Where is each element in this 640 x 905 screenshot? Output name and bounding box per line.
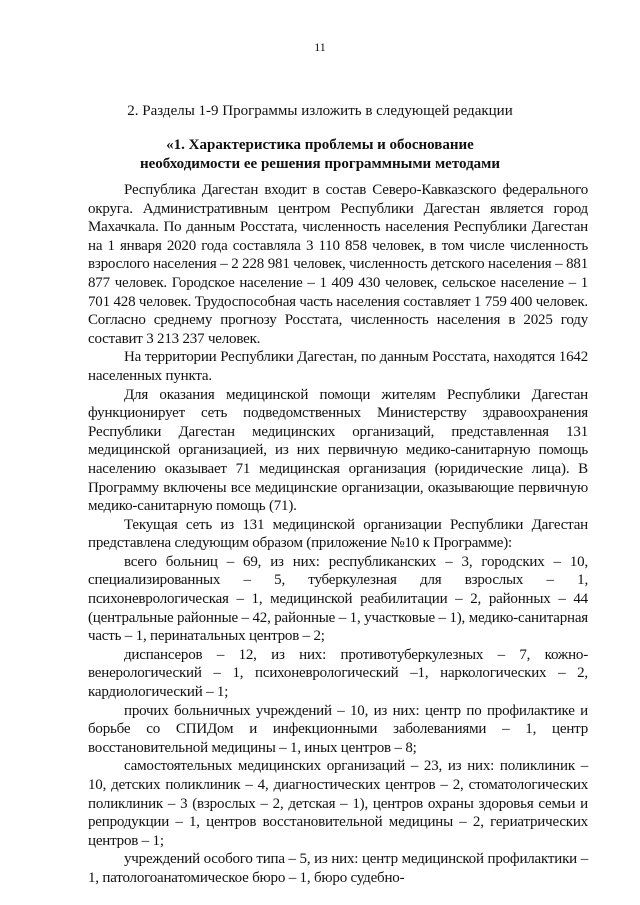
page-number: 11 — [314, 40, 326, 54]
paragraph-current-network: Текущая сеть из 131 медицинской организации Республики Дагестан представлена следующим образом (приложение №10 к Программе): — [88, 516, 588, 552]
section-heading — [0, 136, 640, 174]
list-item-independent-organizations: самостоятельных медицинских организаций – 23, из них: поликлиник – 10, детских поликлиник – 4, диагностических центров – 2, стоматологических поликлиник – 3 (взрослых – 2, детская – 1), центров охраны здоровья семьи и репродукции – 1, центров восстановительной медицины – 2, гериатрических центров – 1; — [88, 758, 588, 849]
paragraph-settlements: На территории Республики Дагестан, по данным Росстата, находятся 1642 населенных пункта. — [88, 349, 588, 384]
list-item-hospitals: всего больниц – 69, из них: республиканских – 3, городских – 10, специализированных – 5, туберкулезная для взрослых – 1, психоневрологическая – 1, медицинской реабилитации – 2, районных – 44 (центральные районные – 42, районные – 1, участковые – 1), медико-санитарная часть – 1, перинатальных центров – 2; — [88, 553, 588, 645]
heading-line-1: «1. Характеристика проблемы и обоснование — [166, 137, 474, 153]
paragraph-population: Республика Дагестан входит в состав Северо-Кавказского федерального округа. Административным центром Республики Дагестан является город Махачкала. По данным Росстата, численность населения Республики Дагестан на 1 января 2020 года составляла 3 110 858 человек, в том числе численность взрослого населения – 2 228 981 человек, численность детского населения – 881 877 человек. Городское население – 1 409 430 человек, сельское население – 1 701 428 человек. Трудоспособная часть населения составляет 1 759 400 человек. Согласно среднему прогнозу Росстата, численность населения в 2025 году составит 3 213 237 человек. — [88, 182, 588, 347]
heading-line-2: необходимости ее решения программными методами — [139, 156, 501, 172]
list-item-dispensaries: диспансеров – 12, из них: противотуберкулезных – 7, кожно-венерологический – 1, психоневрологический –1, наркологических – 2, кардиологический – 1; — [88, 646, 588, 701]
paragraph-medical-network: Для оказания медицинской помощи жителям Республики Дагестан функционирует сеть подведомственных Министерству здравоохранения Республики Дагестан медицинских организаций, представленная 131 медицинской организацией, из них первичную медико-санитарную помощь населению оказывает 71 медицинская организация (юридические лица). В Программу включены все медицинские организации, оказывающие первичную медико-санитарную помощь (71). — [88, 386, 588, 515]
list-item-other-hospital-institutions: прочих больничных учреждений – 10, из них: центр по профилактике и борьбе со СПИДом и инфекционными заболеваниями – 1, центр восстановительной медицины – 1, иных центров – 8; — [88, 702, 588, 756]
section-intro: 2. Разделы 1-9 Программы изложить в следующей редакции — [127, 103, 513, 119]
document-body — [88, 181, 588, 888]
list-item-special-institutions: учреждений особого типа – 5, из них: центр медицинской профилактики – 1, патологоанатомическое бюро – 1, бюро судебно- — [88, 851, 588, 886]
